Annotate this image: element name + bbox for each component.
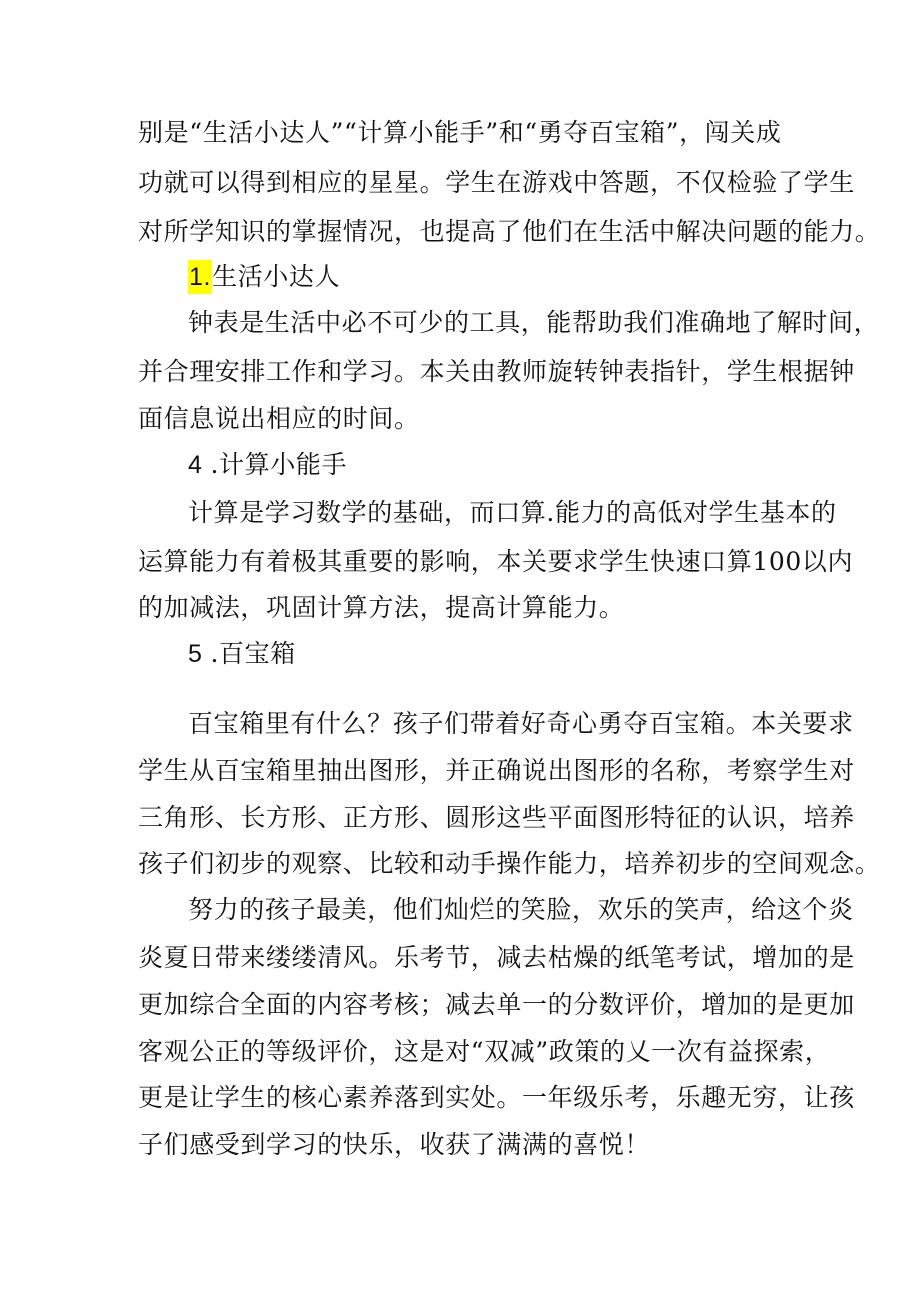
closing-line-3: 更加综合全面的内容考核；减去单一的分数评价，增加的是更加 (138, 990, 855, 1019)
section-1-line-1: 钟表是生活中必不可少的工具，能帮助我们准确地了解时间， (188, 308, 880, 337)
section-1-title: 生活小达人 (212, 262, 341, 291)
section-5-line-1: 百宝箱里有什么？孩子们带着好奇心勇夺百宝箱。本关要求 (188, 709, 854, 738)
section-4-line-2: 运算能力有着极其重要的影响，本关要求学生快速口算100以内 (138, 547, 854, 576)
section-5-line-4: 孩子们初步的观察、比较和动手操作能力，培养初步的空间观念。 (138, 849, 881, 878)
section-4-line-1: 计算是学习数学的基础，而口算.能力的高低对学生基本的 (188, 498, 837, 527)
section-5-heading (188, 637, 296, 671)
section-1-line-3: 面信息说出相应的时间。 (138, 404, 420, 433)
section-5-line-3: 三角形、长方形、正方形、圆形这些平面图形特征的认识，培养 (138, 803, 855, 832)
closing-line-4: 客观公正的等级评价，这是对“双减”政策的乂一次有益探索， (138, 1037, 831, 1066)
intro-line-3: 对所学知识的掌握情况，也提高了他们在生活中解决问题的能力。 (138, 217, 881, 246)
section-4-line-3: 的加减法，巩固计算方法，提高计算能力。 (138, 593, 625, 622)
section-5-number: 5 (188, 640, 203, 668)
closing-line-1: 努力的孩子最美，他们灿烂的笑脸，欢乐的笑声，给这个炎 (188, 895, 854, 924)
intro-line-1: 别是“生活小达人”“计算小能手”和“勇夺百宝箱”，闯关成 (138, 118, 782, 147)
section-5-title: .百宝箱 (210, 639, 296, 668)
section-4-title: .计算小能手 (210, 450, 348, 479)
section-1-number: 1. (188, 260, 212, 294)
closing-line-6: 子们感受到学习的快乐，收获了满满的喜悦！ (138, 1130, 651, 1159)
section-1-heading (188, 260, 340, 294)
intro-line-2: 功就可以得到相应的星星。学生在游戏中答题，不仅检验了学生 (138, 168, 855, 197)
section-4-number: 4 (188, 451, 203, 479)
section-5-line-2: 学生从百宝箱里抽出图形，并正确说出图形的名称，考察学生对 (138, 756, 855, 785)
closing-line-5: 更是让学生的核心素养落到实处。一年级乐考，乐趣无穷，让孩 (138, 1083, 855, 1112)
section-1-line-2: 并合理安排工作和学习。本关由教师旋转钟表指针，学生根据钟 (138, 357, 855, 386)
section-4-heading (188, 448, 347, 482)
closing-line-2: 炎夏日带来缕缕清风。乐考节，减去枯燥的纸笔考试，增加的是 (138, 943, 855, 972)
